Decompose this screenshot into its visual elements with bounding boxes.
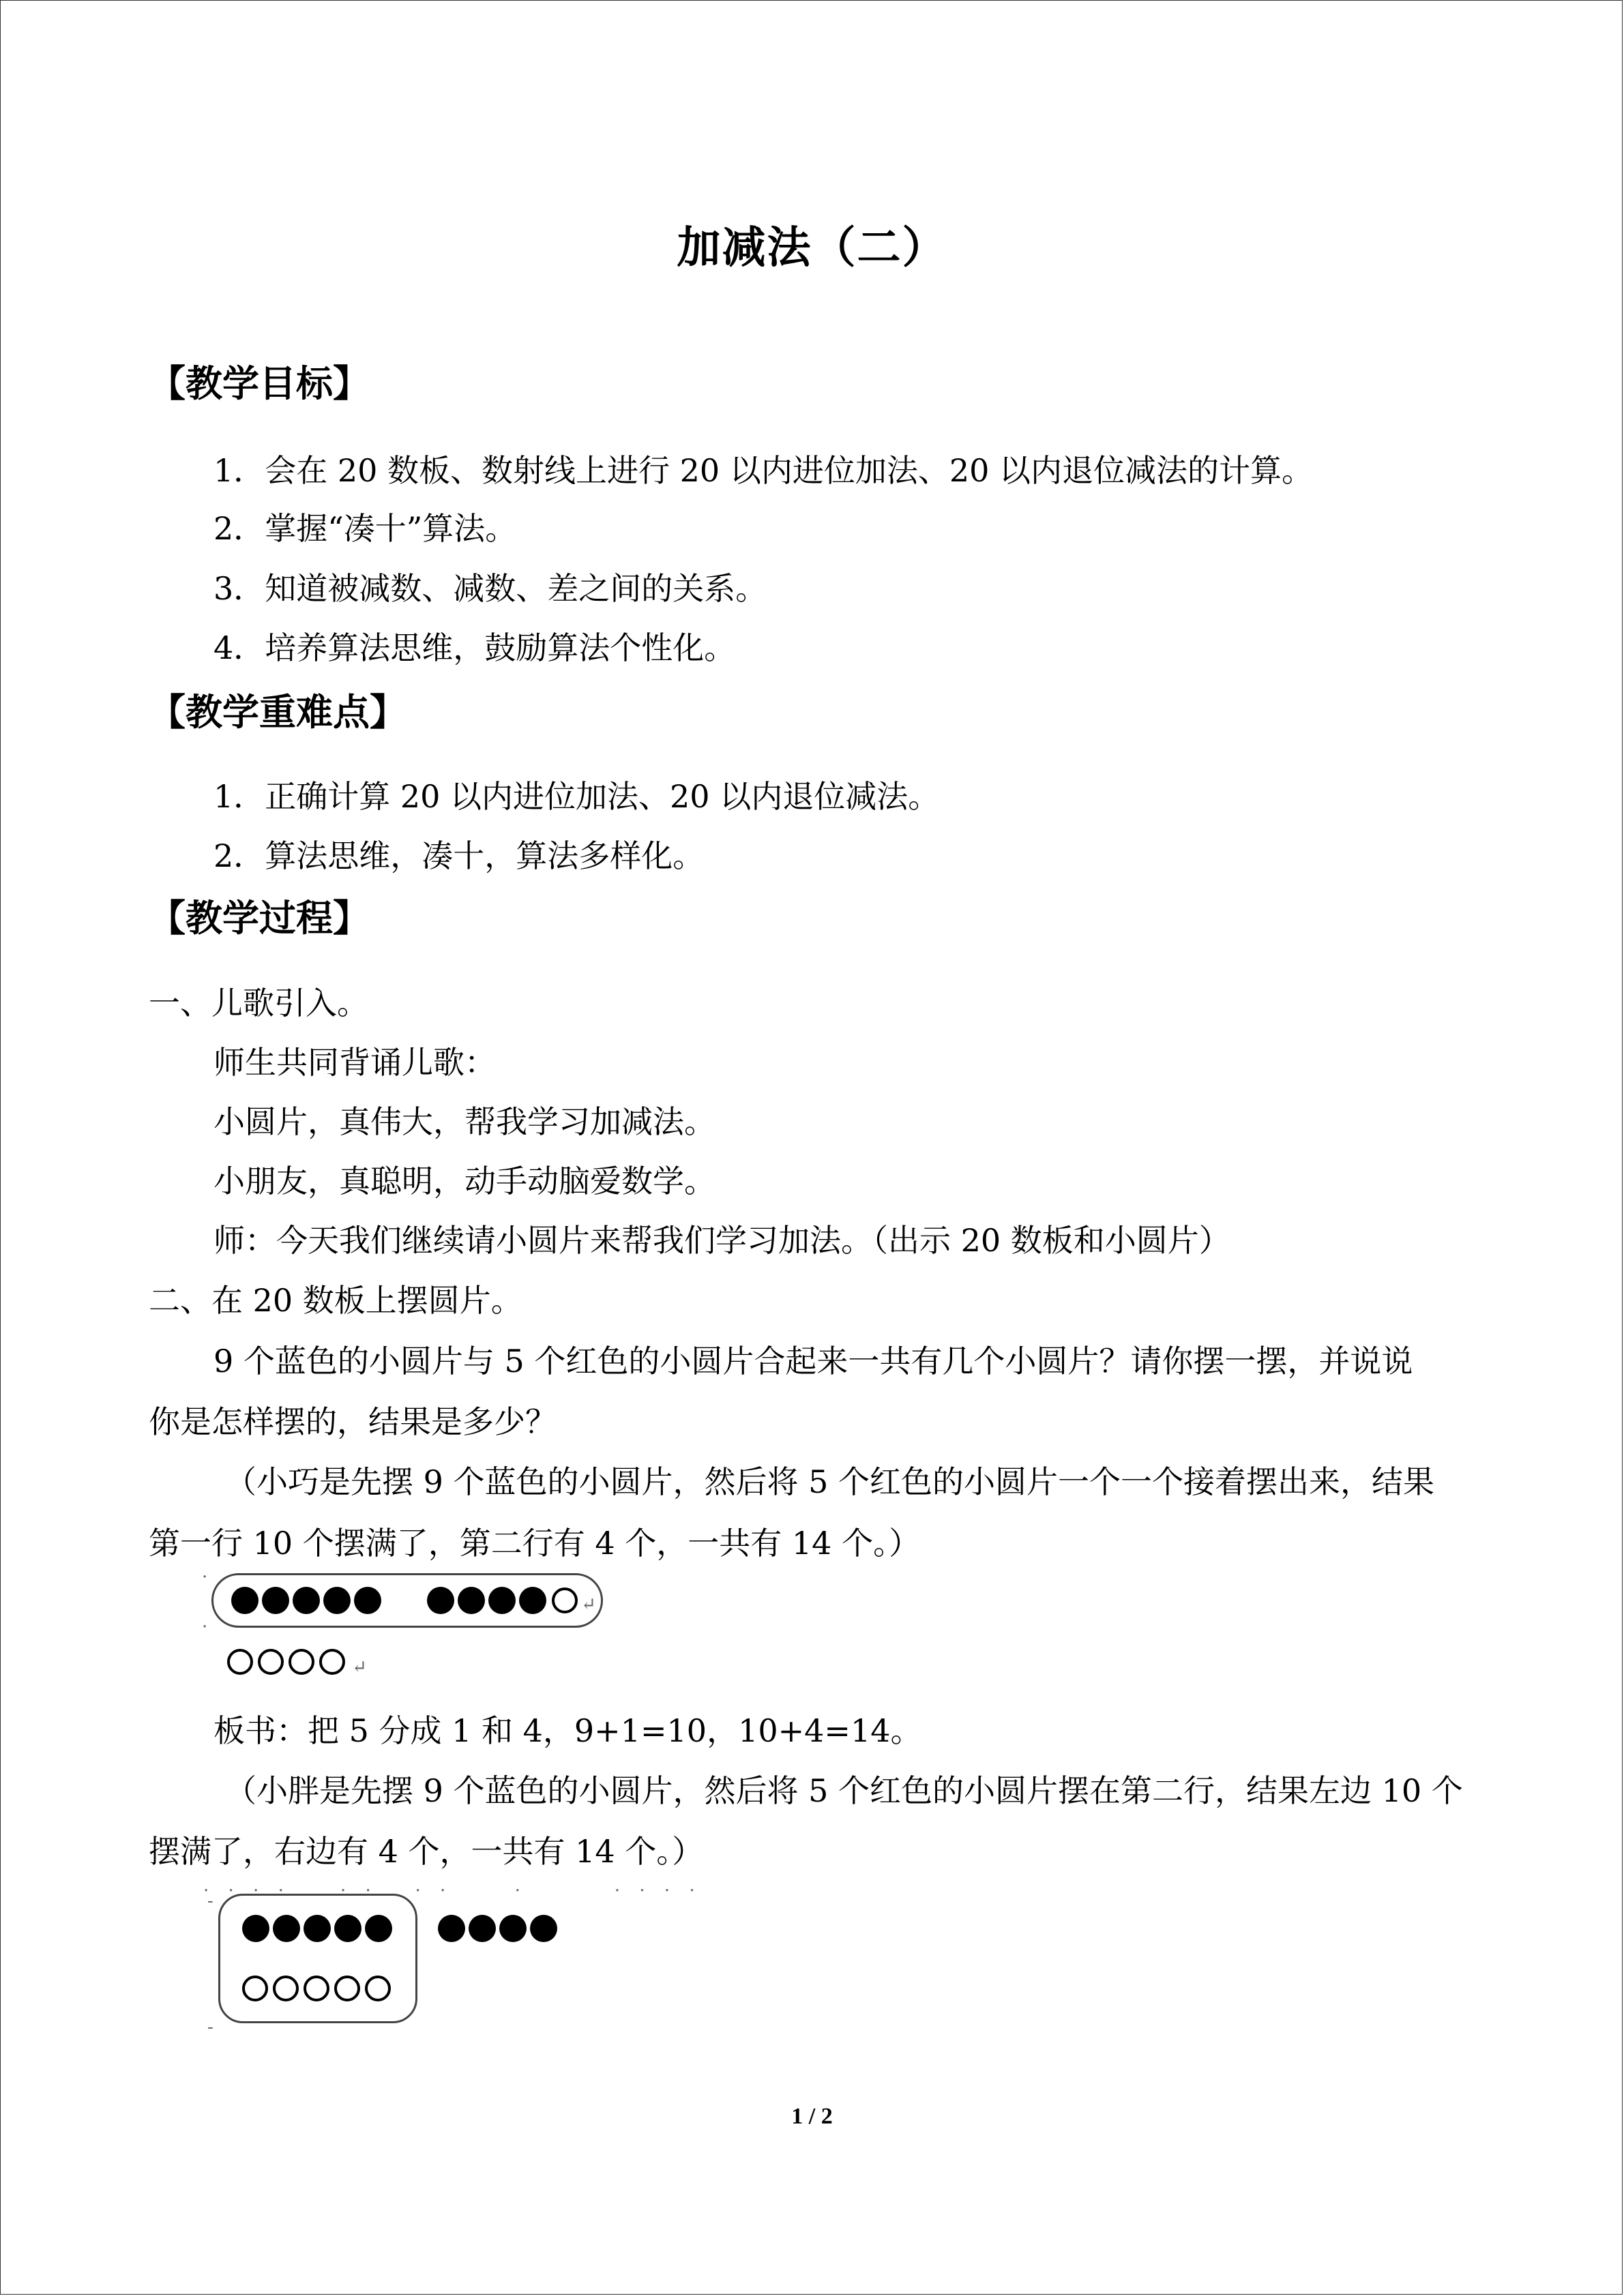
open-counter <box>365 1976 391 2001</box>
filled-counter <box>488 1587 516 1614</box>
process-step-heading: 一、儿歌引入。 <box>149 985 368 1022</box>
filled-counter <box>530 1915 557 1942</box>
key-point-item: 2．算法思维，凑十，算法多样化。 <box>213 837 705 874</box>
filled-counter <box>469 1915 496 1942</box>
key-point-item: 1．正确计算 20 以内进位加法、20 以内退位减法。 <box>213 778 940 815</box>
goal-item: 3．知道被减数、减数、差之间的关系。 <box>213 570 767 607</box>
process-line: 小圆片，真伟大，帮我学习加减法。 <box>213 1103 715 1140</box>
open-counter <box>319 1649 345 1675</box>
process-line: 你是怎样摆的，结果是多少？ <box>149 1403 557 1440</box>
filled-counter <box>427 1587 454 1614</box>
process-line: 摆满了，右边有 4 个，一共有 14 个。） <box>149 1833 704 1870</box>
process-step-heading: 二、在 20 数板上摆圆片。 <box>149 1282 522 1319</box>
goal-item: 4．培养算法思维，鼓励算法个性化。 <box>213 629 736 666</box>
process-line: 9 个蓝色的小圆片与 5 个红色的小圆片合起来一共有几个小圆片？请你摆一摆，并说说 <box>213 1343 1413 1380</box>
process-line: （小胖是先摆 9 个蓝色的小圆片，然后将 5 个红色的小圆片摆在第二行，结果左边 10 个 <box>225 1772 1463 1809</box>
filled-counter <box>458 1587 485 1614</box>
filled-counter <box>499 1915 527 1942</box>
filled-counter <box>323 1587 351 1614</box>
filled-counter <box>519 1587 546 1614</box>
process-line: 师生共同背诵儿歌： <box>213 1044 496 1081</box>
process-line: 小朋友，真聪明，动手动脑爱数学。 <box>213 1163 715 1199</box>
process-line: 师：今天我们继续请小圆片来帮我们学习加法。（出示 20 数板和小圆片） <box>213 1222 1230 1259</box>
filled-counter <box>304 1915 331 1942</box>
open-counter <box>304 1976 329 2001</box>
filled-counter <box>242 1915 269 1942</box>
ten-frame-box <box>218 1894 417 2023</box>
filled-counter <box>231 1587 259 1614</box>
open-counter <box>258 1649 284 1675</box>
section-heading-goals: 【教学目标】 <box>149 362 370 405</box>
open-counter <box>334 1976 360 2001</box>
filled-counter <box>293 1587 320 1614</box>
filled-counter <box>365 1915 392 1942</box>
filled-counter <box>273 1915 300 1942</box>
filled-counter <box>438 1915 465 1942</box>
section-heading-key-points: 【教学重难点】 <box>149 691 407 734</box>
filled-counter <box>354 1587 381 1614</box>
process-line: 第一行 10 个摆满了，第二行有 4 个，一共有 14 个。） <box>149 1525 921 1562</box>
open-counter <box>273 1976 299 2001</box>
section-heading-process: 【教学过程】 <box>149 897 370 940</box>
page-title: 加减法（二） <box>677 223 947 273</box>
page-number: 1 / 2 <box>791 2104 833 2129</box>
goal-item: 1．会在 20 数板、数射线上进行 20 以内进位加法、20 以内退位减法的计算。 <box>213 452 1313 489</box>
filled-counter <box>262 1587 289 1614</box>
open-counter <box>242 1976 268 2001</box>
filled-counter <box>334 1915 361 1942</box>
open-counter <box>289 1649 314 1675</box>
board-notes: 板书：把 5 分成 1 和 4，9+1=10，10+4=14。 <box>213 1712 922 1749</box>
goal-item: 2．掌握“凑十”算法。 <box>213 510 517 547</box>
open-counter <box>227 1649 253 1675</box>
process-line: （小巧是先摆 9 个蓝色的小圆片，然后将 5 个红色的小圆片一个一个接着摆出来，结果 <box>225 1463 1435 1500</box>
open-counter <box>552 1587 578 1613</box>
